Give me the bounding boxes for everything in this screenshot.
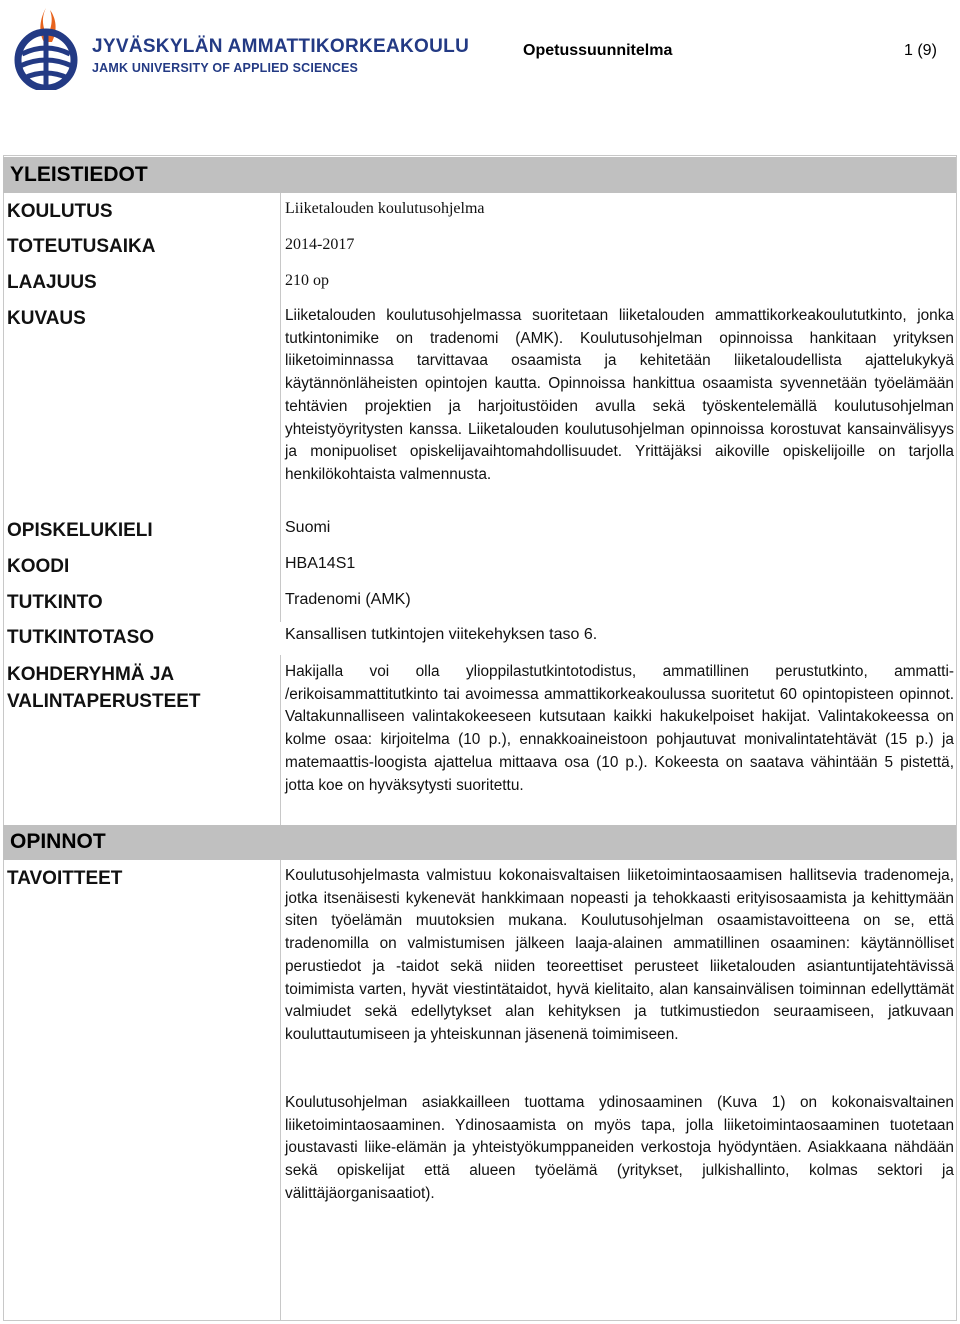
value-tavoitteet-paragraph-2: Koulutusohjelman asiakkailleen tuottama ydinosaaminen (Kuva 1) on kokonaisvaltainen liiketoimintaosaaminen. Ydinosaamista on myös tapa, jolla liiketoimintaosaaminen tuotetaan joustavasti liike-elämän ja yhteistyökumppaneiden verkostoja hyödyntäen. Asiakkaana nähdään sekä opiskelijat että alueen työelämä (yritykset, julkishallinto, kolmas sektori ja välittäjäorganisaatiot). bbox=[285, 1094, 954, 1202]
value-koodi: HBA14S1 bbox=[285, 555, 356, 572]
section-band-general bbox=[3, 157, 956, 193]
label-toteutusaika: TOTEUTUSAIKA bbox=[7, 236, 156, 257]
label-laajuus: LAAJUUS bbox=[7, 272, 97, 293]
column-divider-middle bbox=[280, 655, 281, 825]
label-kuvaus: KUVAUS bbox=[7, 308, 86, 329]
value-toteutusaika: 2014-2017 bbox=[285, 236, 355, 253]
label-koodi: KOODI bbox=[7, 556, 70, 577]
section-heading-general: YLEISTIEDOT bbox=[10, 163, 148, 186]
label-opiskelukieli: OPISKELUKIELI bbox=[7, 520, 153, 541]
label-tutkintotaso: TUTKINTOTASO bbox=[7, 627, 155, 648]
jamk-emblem-icon bbox=[10, 2, 90, 90]
label-koulutus: KOULUTUS bbox=[7, 201, 113, 222]
section-heading-studies: OPINNOT bbox=[10, 830, 106, 853]
label-kohderyhma: KOHDERYHMÄ JA VALINTAPERUSTEET bbox=[7, 664, 201, 712]
document-title: Opetussuunnitelma bbox=[523, 42, 673, 59]
value-tavoitteet-paragraph-1: Koulutusohjelmasta valmistuu kokonaisvaltaisen liiketoimintaosaamisen hallitsevia tradenomeja, jotka itsenäisesti kykenevät hankkimaan nopeasti ja tehokkaasti erityisosaamista ja kehittymään siten työelämän muutoksien mukana. Koulutusohjelman osaamistavoitteena on se, että tradenomilla on valmistumisen jälkeen laaja-alainen ammatillinen osaaminen: käytännölliset perustiedot ja -taidot sekä niiden teoreettiset perusteet liiketalouden asiantuntijatehtävissä toimimista varten, hyvät viestintätaidot, hyvä kielitaito, alan kansainvälisen toiminnan edellyttämät valmiudet sekä edellytykset alan kehityksen ja tutkimustiedon seuraamiseen, jatkuvaan kouluttautumiseen ja yhteiskunnan jäsenenä toimimiseen. bbox=[285, 867, 954, 1043]
value-koulutus: Liiketalouden koulutusohjelma bbox=[285, 200, 485, 217]
logo-text-finnish: JYVÄSKYLÄN AMMATTIKORKEAKOULU bbox=[92, 36, 470, 57]
label-tavoitteet: TAVOITTEET bbox=[7, 868, 123, 889]
value-laajuus: 210 op bbox=[285, 272, 329, 289]
value-kohderyhma: Hakijalla voi olla ylioppilastutkintotodistus, ammatillinen perustutkinto, ammatti- /erikoisammattitutkinto tai avoimessa ammattikorkeakoulussa suoritetut 60 opintopisteen opinnot. Valtakunnalliseen valintakokeeseen kutsutaan kaikki hakukelpoiset hakijat. Valintakokeessa on kolme osaa: kirjoitelma (10 p.), ennakkoaineistoon pohjautuvat monivalintatehtävät (15 p.) ja matemaattis-loogista ajattelua mittaava osa (10 p.). Kokeesta on saatava vähintään 5 pistettä, jotta koe on hyväksytysti suoritettu. bbox=[285, 663, 954, 794]
column-divider-bottom bbox=[280, 860, 281, 1320]
label-tutkinto: TUTKINTO bbox=[7, 592, 103, 613]
page-header bbox=[0, 0, 960, 110]
value-tutkintotaso: Kansallisen tutkintojen viitekehyksen taso 6. bbox=[285, 626, 598, 643]
jamk-logo bbox=[10, 2, 90, 95]
section-band-studies bbox=[3, 825, 956, 860]
value-kuvaus: Liiketalouden koulutusohjelmassa suoritetaan liiketalouden ammattikorkeakoulututkinto, jonka tutkintonimike on tradenomi (AMK). Koulutusohjelman opinnoissa hankitaan yrityksen liiketoiminnassa tarvittavaa osaamista ja kehitetään liiketaloudellista ajattelukykyä käytännönläheisten opintojen kautta. Opinnoissa hankittua osaamista syvennetään työelämään tehtävien projektien ja harjoitustöiden avulla sekä työskentelemällä koulutusohjelman yhteistyöyritysten kanssa. Liiketalouden koulutusohjelman opinnoissa korostuvat kansainvälisyys ja monipuoliset opiskelijavaihtomahdollisuudet. Yrittäjäksi aikoville opiskelijoille on tarjolla henkilökohtaista valmennusta. bbox=[285, 307, 954, 483]
value-opiskelukieli: Suomi bbox=[285, 519, 331, 536]
logo-text-english: JAMK UNIVERSITY OF APPLIED SCIENCES bbox=[92, 61, 359, 75]
column-divider-top bbox=[280, 193, 281, 622]
page-number: 1 (9) bbox=[904, 42, 937, 59]
value-tutkinto: Tradenomi (AMK) bbox=[285, 591, 411, 608]
